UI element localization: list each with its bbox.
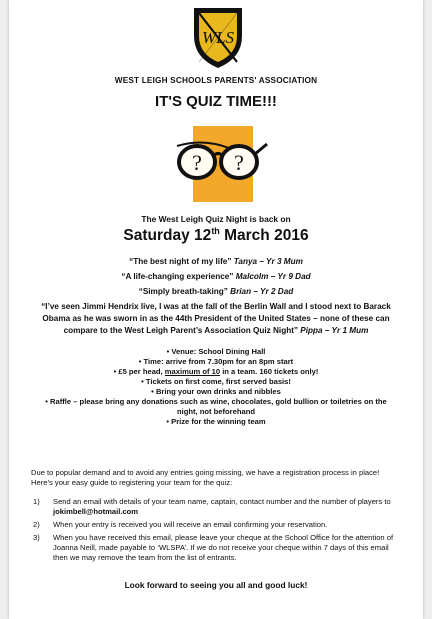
page-title: IT'S QUIZ TIME!!!: [155, 93, 277, 110]
detail-time: • Time: arrive from 7.30pm for an 8pm start: [138, 357, 294, 366]
testimonial: “The best night of my life” Tanya – Yr 3 Mum: [129, 257, 303, 266]
detail-venue: • Venue: School Dining Hall: [166, 347, 266, 356]
flyer-page: [9, 0, 423, 619]
event-details: [37, 347, 395, 427]
school-crest-logo: [192, 6, 244, 70]
testimonials: [35, 256, 397, 340]
svg-text:?: ?: [192, 150, 202, 175]
registration-steps: [31, 497, 403, 566]
question-glasses-icon: [173, 118, 269, 208]
detail-tickets: • Tickets on first come, first served basis!: [141, 377, 291, 386]
contact-email-link[interactable]: jokimbell@hotmail.com: [53, 507, 139, 516]
testimonial: “A life-changing experience” Malcolm – Yr 9 Dad: [121, 272, 311, 281]
closing-message: Look forward to seeing you all and good luck!: [124, 580, 308, 590]
event-intro: The West Leigh Quiz Night is back on: [141, 214, 291, 224]
detail-drinks: • Bring your own drinks and nibbles: [151, 387, 281, 396]
list-item: 2) When your entry is received you will receive an email confirming your reservation.: [33, 520, 328, 529]
list-item: 1) Send an email with details of your team name, captain, contact number and the number of players to jokimbell@hotmail.com: [33, 497, 391, 516]
testimonial: “I’ve seen Jimmi Hendrix live, I was at the fall of the Berlin Wall and I stood next to Barack Obama as he was sworn in as the 44th President of the United States – none of these can compare to the West Leigh Parent’s Association Quiz Night” Pippa – Yr 1 Mum: [41, 302, 391, 335]
detail-price: • £5 per head, maximum of 10 in a team. 160 tickets only!: [113, 367, 319, 376]
event-date: Saturday 12th March 2016: [123, 226, 309, 245]
association-name: WEST LEIGH SCHOOLS PARENTS' ASSOCIATION: [114, 76, 318, 85]
list-item: 3) When you have received this email, please leave your cheque at the School Office for the attention of Joanna Neill, made payable to ‘WLSPA’. If we do not receive your cheque within 7 days of this email then we may remove the team from the list of entrants.: [33, 533, 394, 562]
testimonial: “Simply breath-taking” Brian – Yr 2 Dad: [138, 287, 294, 296]
registration-intro: Due to popular demand and to avoid any entries going missing, we have a registration process in place! Here’s your easy guide to registering your team for the quiz:: [31, 468, 380, 487]
detail-raffle: • Raffle – please bring any donations such as wine, chocolates, gold bullion or toiletries on the night, not beforehand: [45, 397, 387, 416]
detail-prize: • Prize for the winning team: [166, 417, 266, 426]
svg-text:?: ?: [234, 150, 244, 175]
crest-letters: WLS: [201, 28, 235, 47]
